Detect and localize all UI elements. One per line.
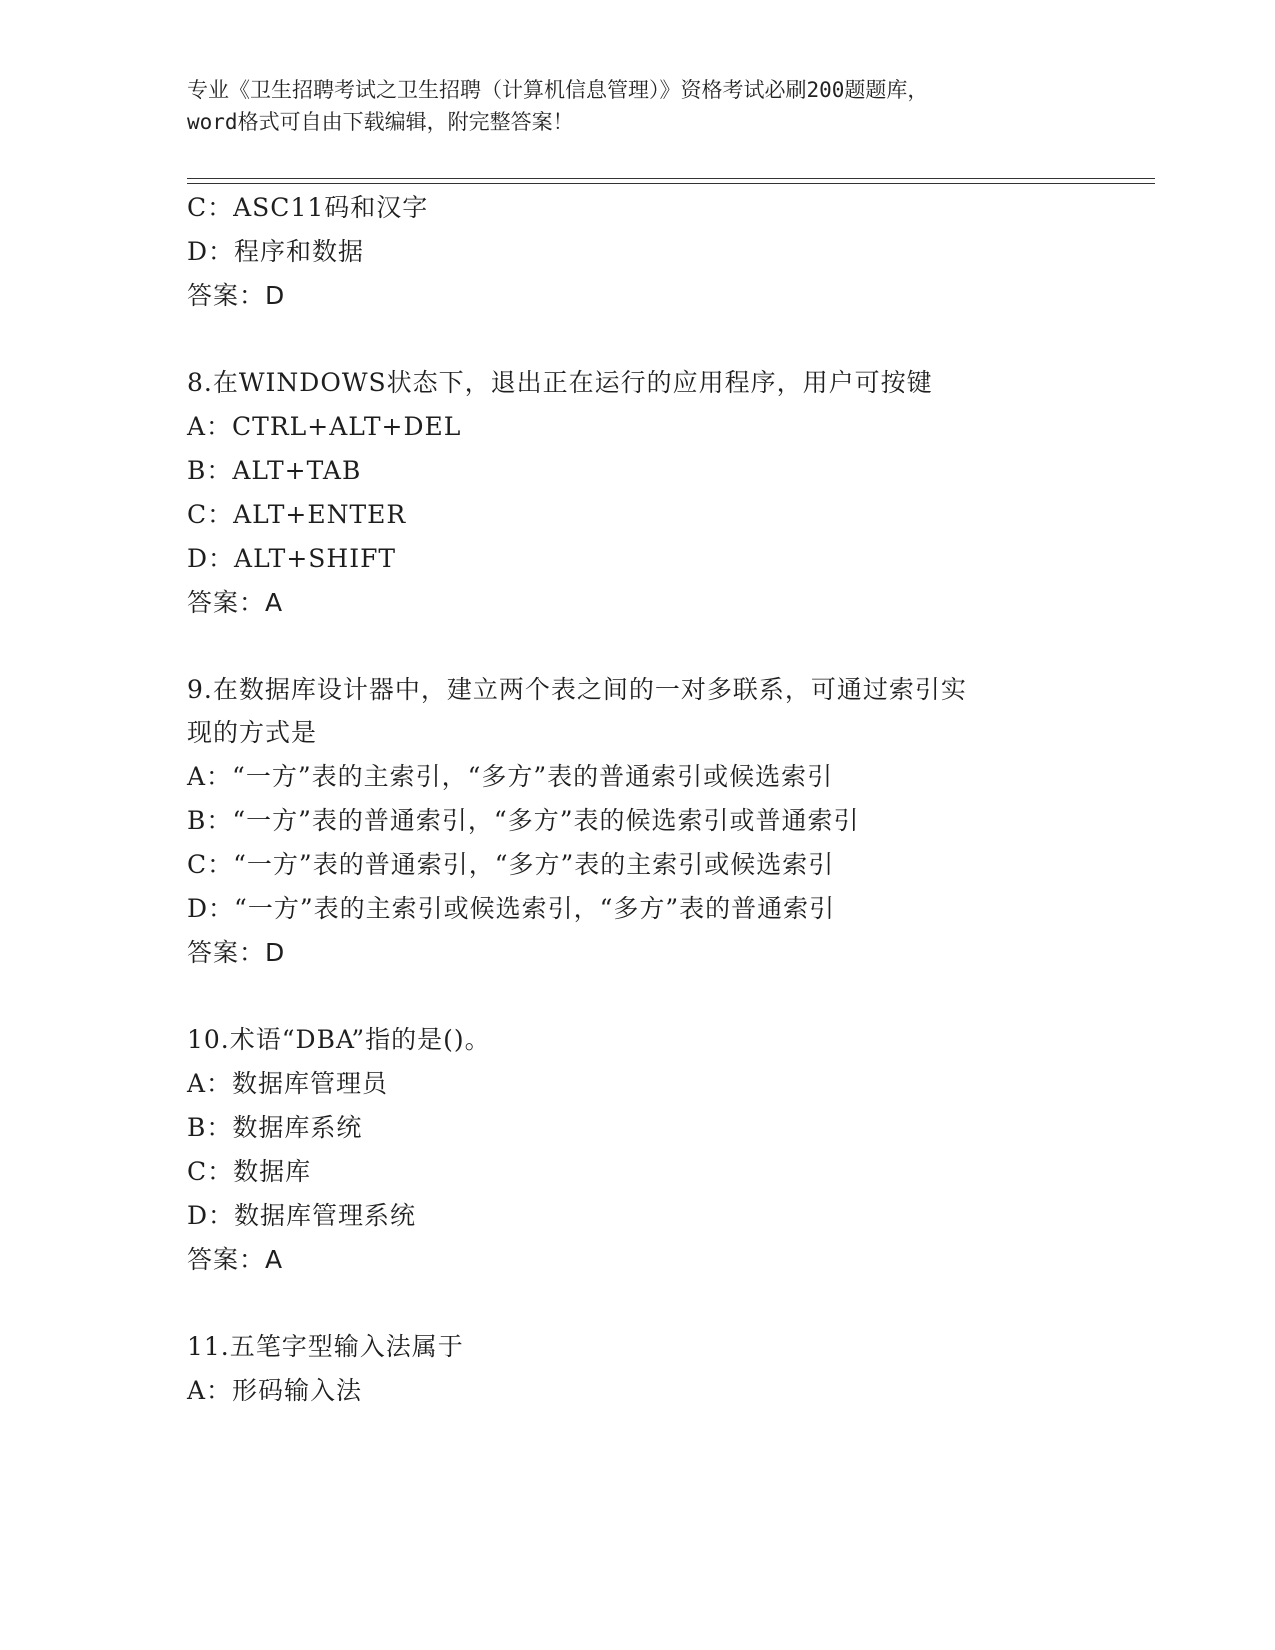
question-10: 10.术语“DBA”指的是()。 (187, 1025, 491, 1054)
option-b: B：数据库系统 (187, 1113, 363, 1142)
header-divider-bottom (187, 183, 1155, 184)
option-b: B：“一方”表的普通索引，“多方”表的候选索引或普通索引 (187, 806, 860, 835)
answer: 答案：A (187, 1245, 284, 1274)
option-c: C：ASC11码和汉字 (187, 193, 429, 222)
question-11: 11.五笔字型输入法属于 (187, 1332, 464, 1361)
question-9-line-2: 现的方式是 (187, 718, 318, 747)
option-a: A：CTRL+ALT+DEL (187, 412, 462, 441)
option-a: A：数据库管理员 (187, 1069, 389, 1098)
answer: 答案：D (187, 281, 286, 310)
document-header (187, 74, 1087, 138)
option-d: D：数据库管理系统 (187, 1201, 417, 1230)
question-9-line-1: 9.在数据库设计器中，建立两个表之间的一对多联系，可通过索引实 (187, 675, 967, 704)
option-d: D：ALT+SHIFT (187, 544, 397, 573)
option-c: C：ALT+ENTER (187, 500, 407, 529)
answer: 答案：D (187, 938, 286, 967)
header-line-1: 专业《卫生招聘考试之卫生招聘（计算机信息管理）》资格考试必刷200题题库， (187, 78, 929, 102)
option-a: A：“一方”表的主索引，“多方”表的普通索引或候选索引 (187, 762, 834, 791)
option-c: C：“一方”表的普通索引，“多方”表的主索引或候选索引 (187, 850, 835, 879)
option-d: D：程序和数据 (187, 237, 365, 266)
option-b: B：ALT+TAB (187, 456, 362, 485)
option-a: A：形码输入法 (187, 1376, 363, 1405)
answer: 答案：A (187, 588, 284, 617)
header-line-2: word格式可自由下载编辑，附完整答案！ (187, 110, 574, 134)
header-divider-top (187, 178, 1155, 179)
option-d: D：“一方”表的主索引或候选索引，“多方”表的普通索引 (187, 894, 836, 923)
question-8: 8.在WINDOWS状态下，退出正在运行的应用程序，用户可按键 (187, 368, 933, 397)
option-c: C：数据库 (187, 1157, 312, 1186)
